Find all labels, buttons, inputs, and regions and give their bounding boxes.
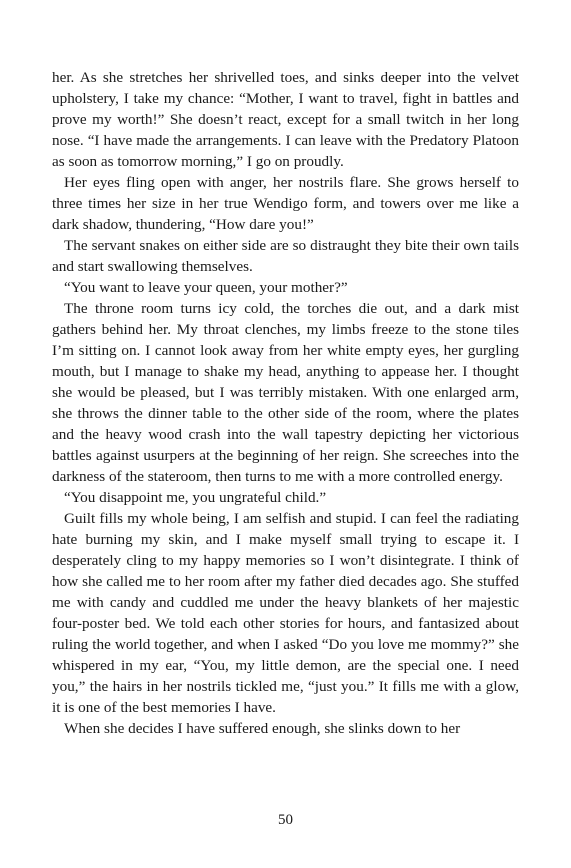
page-body: [52, 67, 519, 739]
paragraph-5: The throne room turns icy cold, the torches die out, and a dark mist gathers behind her. My throat clenches, my limbs freeze to the stone tiles I’m sitting on. I cannot look away from her white empty eyes, her gurgling mouth, but I manage to shake my head, anything to appease her. I thought she would be pleased, but I was terribly mistaken. With one enlarged arm, she throws the dinner table to the other side of the room, where the plates and the heavy wood crash into the wall tapestry depicting her victorious battles against usurpers at the beginning of her reign. She screeches into the darkness of the stateroom, then turns to me with a more controlled energy.: [52, 300, 519, 485]
paragraph-2: Her eyes fling open with anger, her nostrils flare. She grows herself to three times her size in her true Wendigo form, and towers over me like a dark shadow, thundering, “How dare you!”: [52, 174, 519, 233]
paragraph-7: Guilt fills my whole being, I am selfish and stupid. I can feel the radiating hate burning my skin, and I make myself small trying to escape it. I desperately cling to my happy memories so I won’t disintegrate. I think of how she called me to her room after my father died decades ago. She stuffed me with candy and cuddled me under the heavy blankets of her majestic four-poster bed. We told each other stories for hours, and fantasized about ruling the world together, and when I asked “Do you love me mommy?” she whispered in my ear, “You, my little demon, are the special one. I need you,” the hairs in her nostrils tickled me, “just you.” It fills me with a glow, it is one of the best memories I have.: [52, 510, 519, 716]
paragraph-6: “You disappoint me, you ungrateful child.”: [64, 489, 327, 506]
page-number: 50: [278, 812, 293, 828]
paragraph-1: her. As she stretches her shrivelled toes, and sinks deeper into the velvet upholstery, I take my chance: “Mother, I want to travel, fight in battles and prove my worth!” She doesn’t react, except for a small twitch in her long nose. “I have made the arrangements. I can leave with the Predatory Platoon as soon as tomorrow morning,” I go on proudly.: [52, 69, 519, 170]
paragraph-8: When she decides I have suffered enough, she slinks down to her: [64, 720, 461, 737]
paragraph-3: The servant snakes on either side are so distraught they bite their own tails and start swallowing themselves.: [52, 237, 519, 275]
paragraph-4: “You want to leave your queen, your mother?”: [64, 279, 348, 296]
